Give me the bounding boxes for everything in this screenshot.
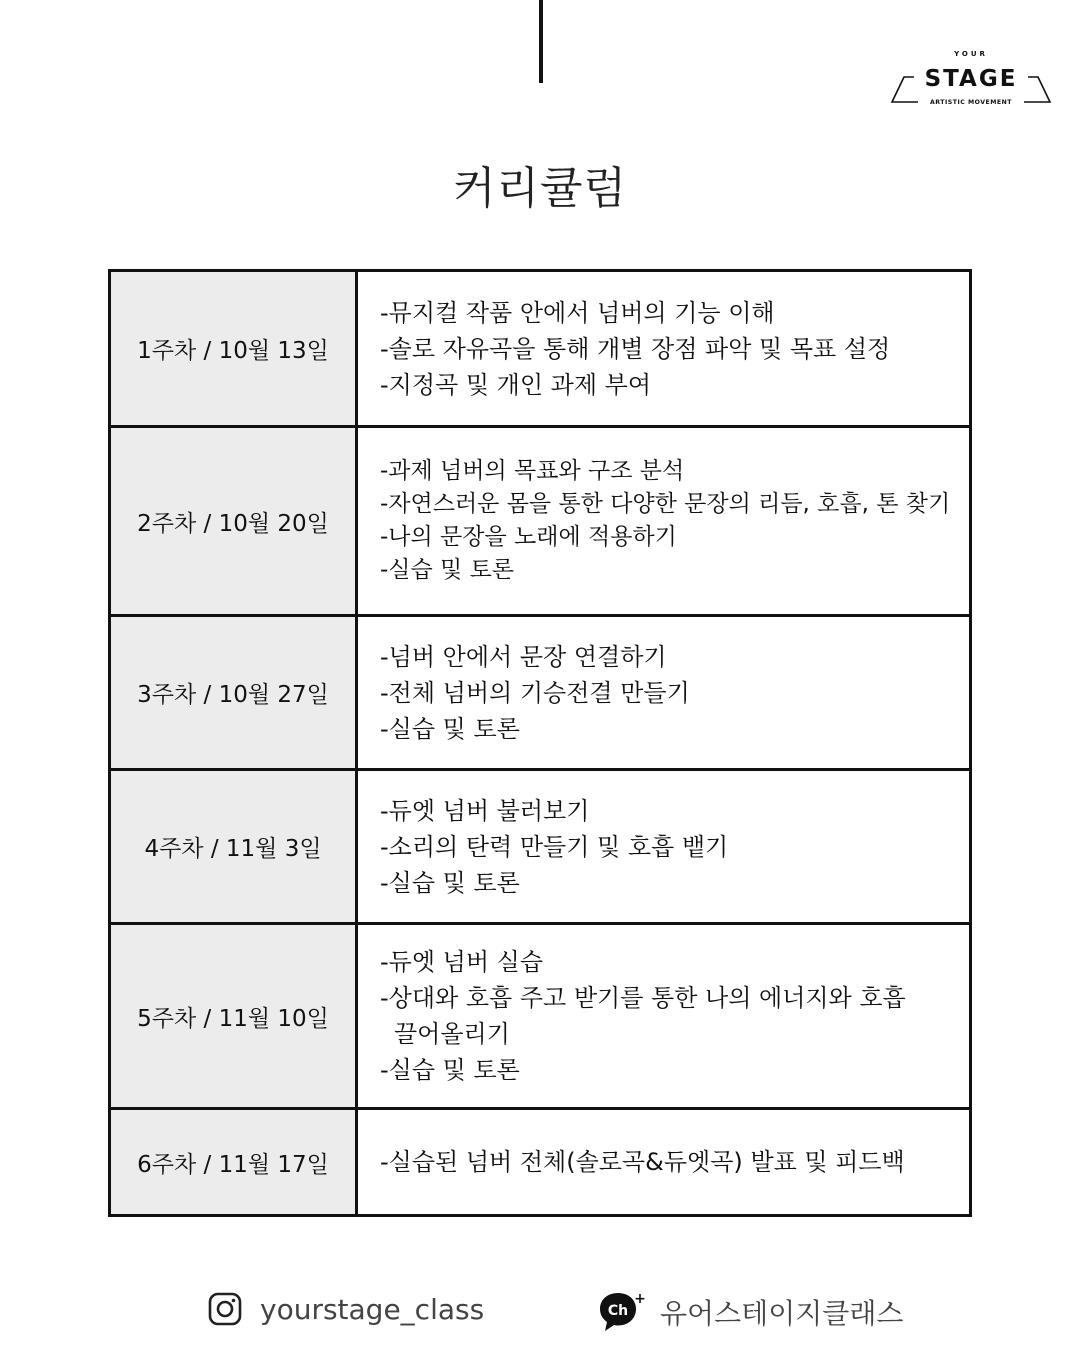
- content-line: -실습된 넘버 전체(솔로곡&듀엣곡) 발표 및 피드백: [380, 1148, 905, 1176]
- content-line: 끌어올리기: [394, 1020, 510, 1048]
- kakao-plus-text: +: [634, 1291, 646, 1307]
- instagram-link[interactable]: [208, 1292, 484, 1326]
- table-row: [110, 924, 971, 1109]
- content-cell: [357, 427, 971, 616]
- content-line: -뮤지컬 작품 안에서 넘버의 기능 이해: [380, 298, 775, 327]
- page-title: 커리큘럼: [452, 163, 627, 214]
- content-line: -상대와 호흡 주고 받기를 통한 나의 에너지와 호흡: [380, 984, 906, 1012]
- week-cell: 4주차 / 11월 3일: [110, 770, 357, 924]
- content-cell: [357, 924, 971, 1109]
- table-row: [110, 1109, 971, 1216]
- content-line: -과제 넘버의 목표와 구조 분석: [380, 458, 685, 484]
- table-row: [110, 616, 971, 770]
- content-line: -실습 및 토론: [380, 868, 520, 897]
- curriculum-table: [108, 269, 972, 1217]
- content-cell: [357, 1109, 971, 1216]
- content-line: -실습 및 토론: [380, 714, 520, 743]
- week-cell: 6주차 / 11월 17일: [110, 1109, 357, 1216]
- logo-top-text: YOUR: [954, 50, 988, 58]
- kakao-badge-text: Ch: [607, 1303, 629, 1319]
- content-line: -소리의 탄력 만들기 및 호흡 뱉기: [380, 832, 729, 861]
- content-cell: [357, 616, 971, 770]
- content-line: -솔로 자유곡을 통해 개별 장점 파악 및 목표 설정: [380, 334, 891, 363]
- content-line: -전체 넘버의 기승전결 만들기: [380, 678, 690, 707]
- content-line: -나의 문장을 노래에 적용하기: [380, 524, 677, 550]
- content-line: -실습 및 토론: [380, 557, 515, 583]
- content-line: -넘버 안에서 문장 연결하기: [380, 642, 667, 671]
- week-cell: 3주차 / 10월 27일: [110, 616, 357, 770]
- instagram-icon: [208, 1292, 242, 1326]
- logo-main-text: STAGE: [924, 66, 1018, 92]
- content-line: -듀엣 넘버 불러보기: [380, 796, 590, 825]
- table-row: [110, 770, 971, 924]
- table-row: [110, 427, 971, 616]
- week-cell: 2주차 / 10월 20일: [110, 427, 357, 616]
- content-cell: [357, 770, 971, 924]
- week-cell: 1주차 / 10월 13일: [110, 271, 357, 427]
- logo-sub-text: ARTISTIC MOVEMENT: [929, 99, 1013, 106]
- your-stage-logo: [888, 46, 1054, 108]
- kakao-channel-link[interactable]: [598, 1290, 903, 1334]
- content-line: -실습 및 토론: [380, 1056, 520, 1084]
- instagram-handle: yourstage_class: [260, 1292, 485, 1326]
- kakao-channel-name: 유어스테이지클래스: [660, 1297, 904, 1330]
- top-divider-line: [539, 0, 543, 83]
- kakao-channel-icon: [598, 1290, 646, 1334]
- table-row: [110, 271, 971, 427]
- content-line: -지정곡 및 개인 과제 부여: [380, 370, 652, 399]
- week-cell: 5주차 / 11월 10일: [110, 924, 357, 1109]
- content-cell: [357, 271, 971, 427]
- content-line: -듀엣 넘버 실습: [380, 948, 544, 976]
- content-line: -자연스러운 몸을 통한 다양한 문장의 리듬, 호흡, 톤 찾기: [380, 491, 951, 517]
